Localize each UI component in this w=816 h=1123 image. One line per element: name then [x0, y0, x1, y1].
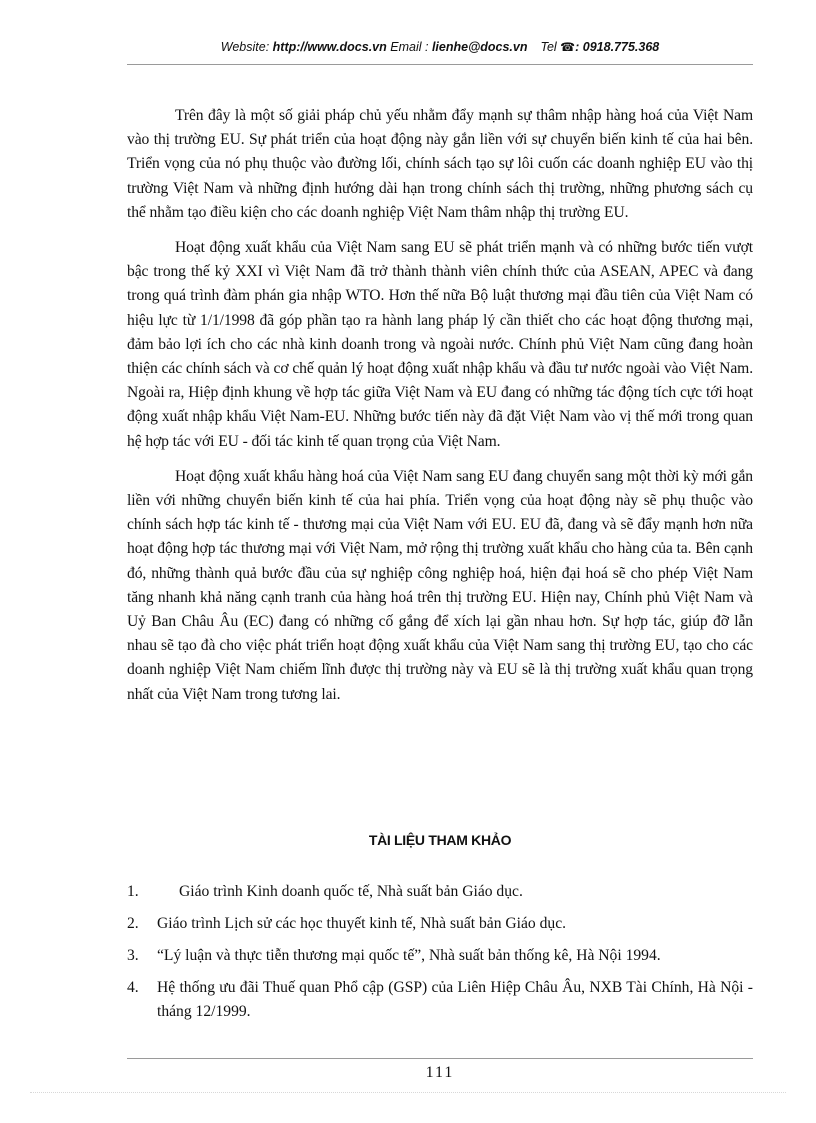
- reference-item: [127, 944, 753, 968]
- reference-item: [127, 912, 753, 936]
- page-bottom-dotted-line: [30, 1092, 786, 1093]
- reference-number: 1.: [127, 883, 139, 900]
- paragraph-1: Trên đây là một số giải pháp chủ yếu nhằm đẩy mạnh sự thâm nhập hàng hoá của Việt Nam vào thị trường EU. Sự phát triển của hoạt động này gắn liền với sự chuyển biến kinh tế của hai bên. Triển vọng của nó phụ thuộc vào đường lối, chính sách tạo sự lôi cuốn các doanh nghiệp EU vào thị trường Việt Nam và những định hướng dài hạn trong chính sách thị trường, những phương sách cụ thể nhằm tạo điều kiện cho các doanh nghiệp Việt Nam thâm nhập thị trường EU.: [127, 107, 753, 221]
- reference-text: Hệ thống ưu đãi Thuế quan Phổ cập (GSP) của Liên Hiệp Châu Âu, NXB Tài Chính, Hà Nội - tháng 12/1999.: [157, 979, 753, 1020]
- paragraph-2: Hoạt động xuất khẩu của Việt Nam sang EU sẽ phát triển mạnh và có những bước tiến vượt bậc trong thế kỷ XXI vì Việt Nam đã trở thành thành viên chính thức của ASEAN, APEC và đang trong quá trình đàm phán gia nhập WTO. Hơn thế nữa Bộ luật thương mại đầu tiên của Việt Nam có hiệu lực từ 1/1/1998 đã góp phần tạo ra hành lang pháp lý cần thiết cho các hoạt động thương mại, đảm bảo lợi ích cho các nhà kinh doanh trong và ngoài nước. Chính phủ Việt Nam cũng đang hoàn thiện các chính sách và cơ chế quản lý hoạt động xuất nhập khẩu và đầu tư nước ngoài vào Việt Nam. Ngoài ra, Hiệp định khung về hợp tác giữa Việt Nam và EU đang có những tác động tích cực tới hoạt động xuất nhập khẩu Việt Nam-EU. Những bước tiến này đã đặt Việt Nam vào vị thế mới trong quan hệ hợp tác với EU - đối tác kinh tế quan trọng của Việt Nam.: [127, 239, 753, 450]
- header-divider: [127, 64, 753, 65]
- reference-number: 4.: [127, 979, 139, 996]
- website-link[interactable]: http://www.docs.vn: [272, 40, 387, 54]
- references-title: TÀI LIỆU THAM KHẢO: [368, 832, 512, 848]
- telephone-icon: ☎: [560, 40, 576, 54]
- reference-item: [127, 880, 753, 904]
- reference-item: [127, 976, 753, 1024]
- reference-text: “Lý luận và thực tiễn thương mại quốc tế”, Nhà suất bản thống kê, Hà Nội 1994.: [157, 947, 661, 964]
- reference-text: Giáo trình Lịch sử các học thuyết kinh tế, Nhà suất bản Giáo dục.: [157, 915, 567, 932]
- reference-number: 2.: [127, 915, 139, 932]
- document-body: [127, 104, 753, 718]
- email-label: Email :: [390, 40, 429, 54]
- paragraph-3: Hoạt động xuất khẩu hàng hoá của Việt Nam sang EU đang chuyển sang một thời kỳ mới gắn liền với những chuyển biến kinh tế của hai phía. Triển vọng của hoạt động này sẽ phụ thuộc vào chính sách hợp tác kinh tế - thương mại của Việt Nam với EU. EU đã, đang và sẽ đẩy mạnh hơn nữa hoạt động hợp tác thương mại với Việt Nam, mở rộng thị trường xuất khẩu cho hàng của ta. Bên cạnh đó, những thành quả bước đầu của sự nghiệp công nghiệp hoá, hiện đại hoá sẽ cho phép Việt Nam tăng nhanh khả năng cạnh tranh của hàng hoá trên thị trường EU. Hiện nay, Chính phủ Việt Nam và Uỷ Ban Châu Âu (EC) đang có những cố gắng để xích lại gần nhau hơn. Sự hợp tác, giúp đỡ lẫn nhau sẽ tạo đà cho việc phát triển hoạt động xuất khẩu của Việt Nam sang thị trường EU, tạo cho các doanh nghiệp Việt Nam chiếm lĩnh được thị trường này và EU sẽ là thị trường xuất khẩu quan trọng nhất của Việt Nam trong tương lai.: [127, 467, 753, 703]
- page-header: [127, 40, 753, 54]
- tel-number: : 0918.775.368: [575, 40, 660, 54]
- tel-label: Tel: [540, 40, 557, 54]
- reference-number: 3.: [127, 947, 139, 964]
- page-number: 111: [425, 1064, 455, 1081]
- references-list: [127, 880, 753, 1032]
- reference-text: Giáo trình Kinh doanh quốc tế, Nhà suất bản Giáo dục.: [179, 883, 523, 900]
- website-label: Website:: [220, 40, 270, 54]
- footer-divider: [127, 1058, 753, 1059]
- email-link[interactable]: lienhe@docs.vn: [431, 40, 528, 54]
